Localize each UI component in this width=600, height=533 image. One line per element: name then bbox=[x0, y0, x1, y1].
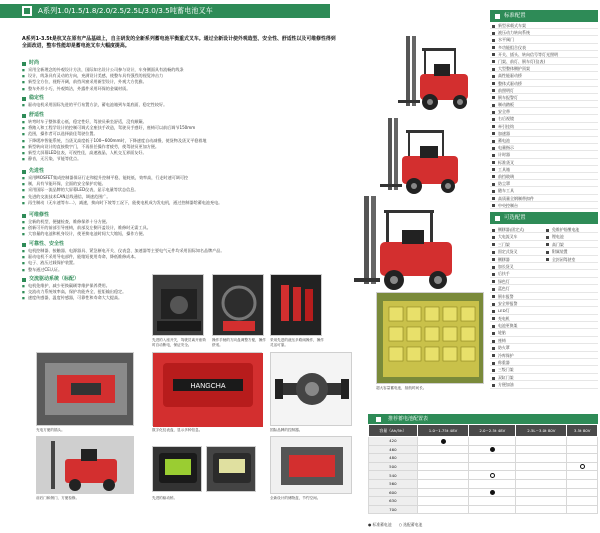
capacity-cell: 630 bbox=[369, 497, 418, 506]
section-item: ■ 新型大屏幕LED仪表，可视性佳，高速液晶，人机交互界面友好。 bbox=[22, 150, 158, 156]
config-cell bbox=[516, 454, 567, 463]
battery-table-body bbox=[369, 437, 598, 514]
intro-paragraph: A系列1-3.5t是杭叉在原有产品基础上，自主研发的全新系列蓄电池平衡重式叉车。通过全新设计使外观造型、安全性、舒适性以及可维修性得到全面改进，整车性能却是蓄电池叉车大幅度提高。 bbox=[22, 36, 336, 49]
optional-item: 加长货叉 bbox=[490, 263, 598, 269]
section-item: ■ 新型转向设计的直接数字门，不再担任操作者疲劳，使驾驶员更加方便。 bbox=[22, 144, 158, 150]
config-cell bbox=[567, 505, 598, 514]
config-cell bbox=[516, 471, 567, 480]
optional-row bbox=[490, 293, 598, 300]
optional-row bbox=[490, 278, 598, 285]
config-cell bbox=[567, 445, 598, 454]
optional-item: 绿色灯 bbox=[490, 278, 598, 284]
config-cell bbox=[417, 497, 468, 506]
section-item: ■ 驱动电机采用国际先进的平行布置方法，蓄电池箱到车架底面，稳定性较好。 bbox=[22, 102, 158, 108]
section-item: ■ 速度传感器，温度传感器，可靠性和寿命大大提高。 bbox=[22, 295, 158, 301]
standard-item: 标准货叉 bbox=[490, 159, 598, 166]
optional-row bbox=[490, 226, 598, 233]
section-item: ■ 范围，操作者可以选择最佳驾驶位置。 bbox=[22, 131, 158, 137]
photo-caption: 操作手柄的方向盘调整方便，操作舒适。 bbox=[212, 338, 266, 347]
standard-item: 倒车报警灯 bbox=[490, 94, 598, 101]
standard-item: 安全带 bbox=[490, 108, 598, 115]
config-cell bbox=[417, 488, 468, 497]
optional-item: 高门架 bbox=[544, 241, 598, 247]
config-cell bbox=[567, 471, 598, 480]
column-header: 3.5t 80V bbox=[567, 425, 598, 437]
photo-red-forklift bbox=[36, 436, 134, 494]
section-item: ■ 设计，线条具有灵动的方向，充满设计美感，使整车具有强烈的视觉冲击力 bbox=[22, 73, 158, 79]
photo-drive-axle bbox=[270, 352, 352, 426]
battery-table-title: 推荐蓄电池配置表 bbox=[368, 414, 598, 424]
standard-item: 加速器 bbox=[490, 130, 598, 137]
section-item: ■ 转弯时车子整体重心低，稳定性好，驾驶员乘坐舒适，没有颠簸。 bbox=[22, 119, 158, 125]
legend-standard: ● 标准蓄电池 bbox=[368, 522, 392, 527]
optional-row bbox=[490, 241, 598, 248]
section-comfort bbox=[22, 112, 207, 162]
standard-battery-icon bbox=[441, 439, 446, 444]
capacity-cell: 540 bbox=[369, 471, 418, 480]
config-cell bbox=[516, 437, 567, 446]
section-item: ■ 创新可开的前部引导座椅，前部及左侧开盖设计，维修时无需工具。 bbox=[22, 225, 158, 231]
photo-steering bbox=[212, 274, 264, 336]
config-cell bbox=[469, 497, 516, 506]
optional-row bbox=[490, 285, 598, 292]
standard-item: 前挡玻璃 bbox=[490, 173, 598, 180]
forklift-image-large bbox=[352, 194, 472, 292]
table-row bbox=[369, 471, 598, 480]
standard-item: 电量指示 bbox=[490, 144, 598, 151]
optional-item: 方便加油 bbox=[490, 381, 598, 387]
standard-item: 前照明灯 bbox=[490, 87, 598, 94]
optional-row bbox=[490, 270, 598, 277]
config-cell bbox=[469, 462, 516, 471]
config-cell bbox=[516, 445, 567, 454]
battery-legend bbox=[368, 522, 428, 528]
table-row bbox=[369, 488, 598, 497]
optional-row bbox=[490, 329, 598, 336]
optional-item: 附属装置 bbox=[544, 248, 598, 254]
section-item: ■ 新型全方位，视野开阔，前挡风窗采用新型设计，外观大方优雅。 bbox=[22, 79, 158, 85]
photo-caption: 先进的驱动桥。 bbox=[152, 496, 178, 500]
column-header: 1.0~1.75t 48V bbox=[417, 425, 468, 437]
optional-item: 锂电池 bbox=[544, 233, 598, 239]
table-row bbox=[369, 497, 598, 506]
photo-hangcha-body bbox=[152, 352, 262, 426]
optional-item: 后扶手 bbox=[490, 270, 598, 276]
optional-row bbox=[490, 256, 598, 263]
section-item: ■ 静音，无污染，节能等优点。 bbox=[22, 156, 158, 162]
photo-caption: 数字化仪表盘，显示多种信息。 bbox=[152, 428, 203, 432]
optional-item: 倒车报警 bbox=[490, 293, 598, 299]
config-cell bbox=[417, 505, 468, 514]
section-item: ■ 大容量的电池和机身设计，使更换电池时间大大缩短，操作方便。 bbox=[22, 231, 158, 237]
optional-item: 免维护铅酸电池 bbox=[544, 226, 598, 232]
standard-item: 液压动力转向系统 bbox=[490, 29, 598, 36]
section-item: ■ 驱动电机不采用导电部件，能缩短使用寿命，降低维修成本。 bbox=[22, 254, 158, 260]
optional-item: LED灯 bbox=[490, 307, 598, 313]
config-cell bbox=[516, 497, 567, 506]
optional-row bbox=[490, 315, 598, 322]
standard-battery-icon bbox=[490, 490, 495, 495]
standard-item: 工具箱 bbox=[490, 166, 598, 173]
config-cell bbox=[469, 437, 516, 446]
photo-caption: 先进的入座开关，驾驶员离开座椅时自动断电，保证安全。 bbox=[152, 338, 206, 347]
table-row bbox=[369, 462, 598, 471]
photo-storage-box bbox=[270, 436, 352, 494]
standard-item: 牵引挂钩 bbox=[490, 123, 598, 130]
config-cell bbox=[567, 462, 598, 471]
config-cell bbox=[417, 445, 468, 454]
page-title: A系列1.0/1.5/1.8/2.0/2.5/2.5L/3.0/3.5吨蓄电池叉车 bbox=[38, 6, 213, 15]
optional-row bbox=[490, 366, 598, 373]
standard-config-panel bbox=[490, 10, 598, 209]
optional-row bbox=[490, 352, 598, 359]
optional-row bbox=[490, 381, 598, 388]
config-cell bbox=[469, 471, 516, 480]
section-marker-icon bbox=[495, 216, 500, 221]
legend-optional: ○ 选配蓄电池 bbox=[398, 522, 423, 527]
standard-item: 大型整体侧护顶架 bbox=[490, 65, 598, 72]
svg-text:HANGCHA: HANGCHA bbox=[190, 383, 226, 390]
forklift-image-small bbox=[392, 34, 480, 112]
config-cell bbox=[567, 437, 598, 446]
config-cell bbox=[567, 479, 598, 488]
standard-item: 中央控制台 bbox=[490, 202, 598, 209]
battery-config-table bbox=[368, 414, 598, 514]
photo-caption: 充电方便的插头。 bbox=[36, 428, 65, 432]
standard-battery-icon bbox=[490, 447, 495, 452]
header-marker-icon bbox=[22, 6, 32, 16]
optional-row bbox=[490, 300, 598, 307]
section-item: ■ 将踏入和工程学设计的控制可调式全座扶手改造，驾驶员手感好，座椅可以前后调节150mm bbox=[22, 125, 158, 131]
optional-item: 轮胎 bbox=[490, 329, 598, 335]
section-title: 时尚 bbox=[22, 60, 158, 67]
forklift-image-medium bbox=[376, 116, 472, 196]
optional-item: 防火罩 bbox=[490, 344, 598, 350]
capacity-cell: 420 bbox=[369, 437, 418, 446]
section-title: 可靠性、安全性 bbox=[22, 241, 158, 248]
section-item: ■ 采用国际一流品牌的大屏幕LED仪表，显示电量等状态信息。 bbox=[22, 187, 158, 193]
photo-caption: 全新设计的储物盒，节约空间。 bbox=[270, 496, 321, 500]
column-header: 2.5L~3.0t 80V bbox=[516, 425, 567, 437]
column-header: 容量（Ah/5h） bbox=[369, 425, 418, 437]
capacity-cell: 560 bbox=[369, 479, 418, 488]
section-stability bbox=[22, 95, 168, 108]
column-header: 2.0~2.5t 48V bbox=[469, 425, 516, 437]
table-row bbox=[369, 479, 598, 488]
table-header-row bbox=[369, 425, 598, 437]
config-cell bbox=[417, 437, 468, 446]
section-title: 交流驱动系统（标配） bbox=[22, 276, 158, 283]
section-marker-icon bbox=[376, 417, 381, 422]
section-item: ■ 再生制动（无车速等车...），减速，换向时下坡等工况下，能使电机成为发电机，通过控制器给蓄电池充电。 bbox=[22, 200, 158, 206]
optional-item: 称重器 bbox=[490, 359, 598, 365]
section-item: ■ 交流动力系统效率高，保护功能齐全，扭矩输出稳定。 bbox=[22, 289, 158, 295]
section-ac-drive bbox=[22, 276, 158, 302]
capacity-cell: 700 bbox=[369, 505, 418, 514]
section-title: 舒适性 bbox=[22, 112, 158, 119]
standard-item: 计时器 bbox=[490, 151, 598, 158]
section-item: ■ 电子、液压过载保护装置。 bbox=[22, 260, 158, 266]
optional-battery-icon bbox=[490, 473, 495, 478]
optional-item: 座椅 bbox=[490, 337, 598, 343]
section-fashion bbox=[22, 60, 184, 92]
standard-item: 防尘罩 bbox=[490, 180, 598, 187]
section-maintainability bbox=[22, 212, 158, 238]
photo-caption: 采用先进的液压多路阀操作，操作灵活可靠。 bbox=[270, 338, 324, 347]
optional-item: 侧移器(固定式) bbox=[490, 226, 544, 232]
config-cell bbox=[417, 471, 468, 480]
section-title: 稳定性 bbox=[22, 95, 158, 102]
optional-config-title-wrap bbox=[490, 212, 598, 224]
table-row bbox=[369, 445, 598, 454]
optional-row bbox=[490, 344, 598, 351]
photo-controller bbox=[206, 446, 256, 492]
config-cell bbox=[469, 454, 516, 463]
photo-charger-plug bbox=[36, 352, 134, 426]
config-cell bbox=[516, 479, 567, 488]
standard-item: 右后视镜 bbox=[490, 115, 598, 122]
section-item: ■ 采用全新理念的外观设计方法，国际知名设计公司参与设计，车身侧面具有流畅的线条 bbox=[22, 67, 158, 73]
section-item: ■ 制，具有节能环保，全面的安全保护功能。 bbox=[22, 181, 158, 187]
section-item: ■ 整车通过CE认证。 bbox=[22, 267, 158, 273]
standard-item: 整体式驱动桥 bbox=[490, 80, 598, 87]
standard-item: 蓄电池 bbox=[490, 137, 598, 144]
config-cell bbox=[469, 445, 516, 454]
capacity-cell: 600 bbox=[369, 488, 418, 497]
standard-item: 开关、插头、转向信号等灯光照明 bbox=[490, 51, 598, 58]
optional-battery-icon bbox=[580, 464, 585, 469]
optional-row bbox=[490, 233, 598, 240]
standard-item: 水平阀门 bbox=[490, 36, 598, 43]
section-advanced bbox=[22, 168, 223, 206]
config-cell bbox=[567, 497, 598, 506]
config-cell bbox=[417, 462, 468, 471]
optional-item: 三门架 bbox=[490, 241, 544, 247]
photo-caption: 国际品牌的控制器。 bbox=[270, 428, 303, 432]
standard-item: 多功能组合仪表 bbox=[490, 44, 598, 51]
optional-item: 大电流叉车 bbox=[490, 233, 544, 239]
optional-item: 双缸门架 bbox=[490, 374, 598, 380]
standard-config-title: 标准配置 bbox=[490, 10, 598, 22]
optional-item: 蓝色灯 bbox=[490, 285, 598, 291]
standard-item: 新型承载式车架 bbox=[490, 22, 598, 29]
section-item: ■ 先进的交流技术CAN总线通信，调速范围广。 bbox=[22, 194, 158, 200]
section-item: ■ 全新的机型，便捷检查，维修保养十分方便。 bbox=[22, 219, 158, 225]
standard-item: 随车工具 bbox=[490, 187, 598, 194]
photo-hydraulic-valve bbox=[270, 274, 322, 336]
section-marker-icon bbox=[495, 14, 500, 19]
section-title: 可维修性 bbox=[22, 212, 158, 219]
optional-row bbox=[490, 359, 598, 366]
capacity-cell: 480 bbox=[369, 454, 418, 463]
optional-row bbox=[490, 337, 598, 344]
section-title: 先进性 bbox=[22, 168, 158, 175]
table-row bbox=[369, 454, 598, 463]
optional-row bbox=[490, 374, 598, 381]
section-item: ■ 采用MOSFET集成控制器保证行走和提升控制平稳，能耗低，效率高，行走时速可调可控 bbox=[22, 175, 158, 181]
config-cell bbox=[567, 454, 598, 463]
optional-item: 充电机 bbox=[490, 315, 598, 321]
optional-row bbox=[490, 322, 598, 329]
optional-config-title: 可选配置 bbox=[490, 212, 598, 224]
config-cell bbox=[469, 505, 516, 514]
standard-item: 高质量全钢制带扣件 bbox=[490, 195, 598, 202]
optional-item: 安全带报警 bbox=[490, 300, 598, 306]
config-cell bbox=[469, 488, 516, 497]
optional-row bbox=[490, 263, 598, 270]
standard-item: 门架、前灯、倒车灯(仪表) bbox=[490, 58, 598, 65]
optional-config-list bbox=[490, 226, 598, 389]
optional-item: 冷库保护 bbox=[490, 352, 598, 358]
photo-battery bbox=[376, 292, 484, 384]
config-cell bbox=[417, 479, 468, 488]
photo-seat-switch bbox=[152, 274, 204, 336]
config-cell bbox=[516, 505, 567, 514]
section-item: ■ 电机控制器、接触器、电源器具、紧急断电开关、仪表盘、加速器等主要电气元件均采用国际知名品牌产品。 bbox=[22, 248, 158, 254]
config-cell bbox=[417, 454, 468, 463]
optional-item: 固定式货叉 bbox=[490, 248, 544, 254]
table-row bbox=[369, 505, 598, 514]
optional-row bbox=[490, 307, 598, 314]
config-cell bbox=[516, 462, 567, 471]
photo-dashboard bbox=[152, 446, 202, 492]
photo-caption: 超大容量蓄电池，续航时间长。 bbox=[376, 386, 427, 390]
optional-row bbox=[490, 248, 598, 255]
config-cell bbox=[516, 488, 567, 497]
section-item: ■ 下降缓冲智能系统，当货叉高度低于100~600mm时，下降速度自动减慢，使货物及货叉平稳着地 bbox=[22, 138, 158, 144]
optional-item: 全封闭驾驶室 bbox=[544, 256, 598, 262]
config-cell bbox=[469, 479, 516, 488]
section-item: ■ 整车外形小巧，外观简洁，外露件采用环保的金属材质。 bbox=[22, 86, 158, 92]
standard-item: 高性能驱动桥 bbox=[490, 72, 598, 79]
battery-table-grid bbox=[368, 424, 598, 514]
optional-item: 电池更换架 bbox=[490, 322, 598, 328]
table-row bbox=[369, 437, 598, 446]
section-reliability bbox=[22, 241, 225, 273]
optional-item: 三级门架 bbox=[490, 366, 598, 372]
standard-item: 制动踏板 bbox=[490, 101, 598, 108]
capacity-cell: 500 bbox=[369, 462, 418, 471]
config-cell bbox=[567, 488, 598, 497]
photo-caption: 前后门和侧门，方便检修。 bbox=[36, 496, 80, 500]
section-item: ■ 电机免维护，减少更换碳刷等维护保养费用。 bbox=[22, 283, 158, 289]
optional-item: 侧移器 bbox=[490, 256, 544, 262]
capacity-cell: 460 bbox=[369, 445, 418, 454]
